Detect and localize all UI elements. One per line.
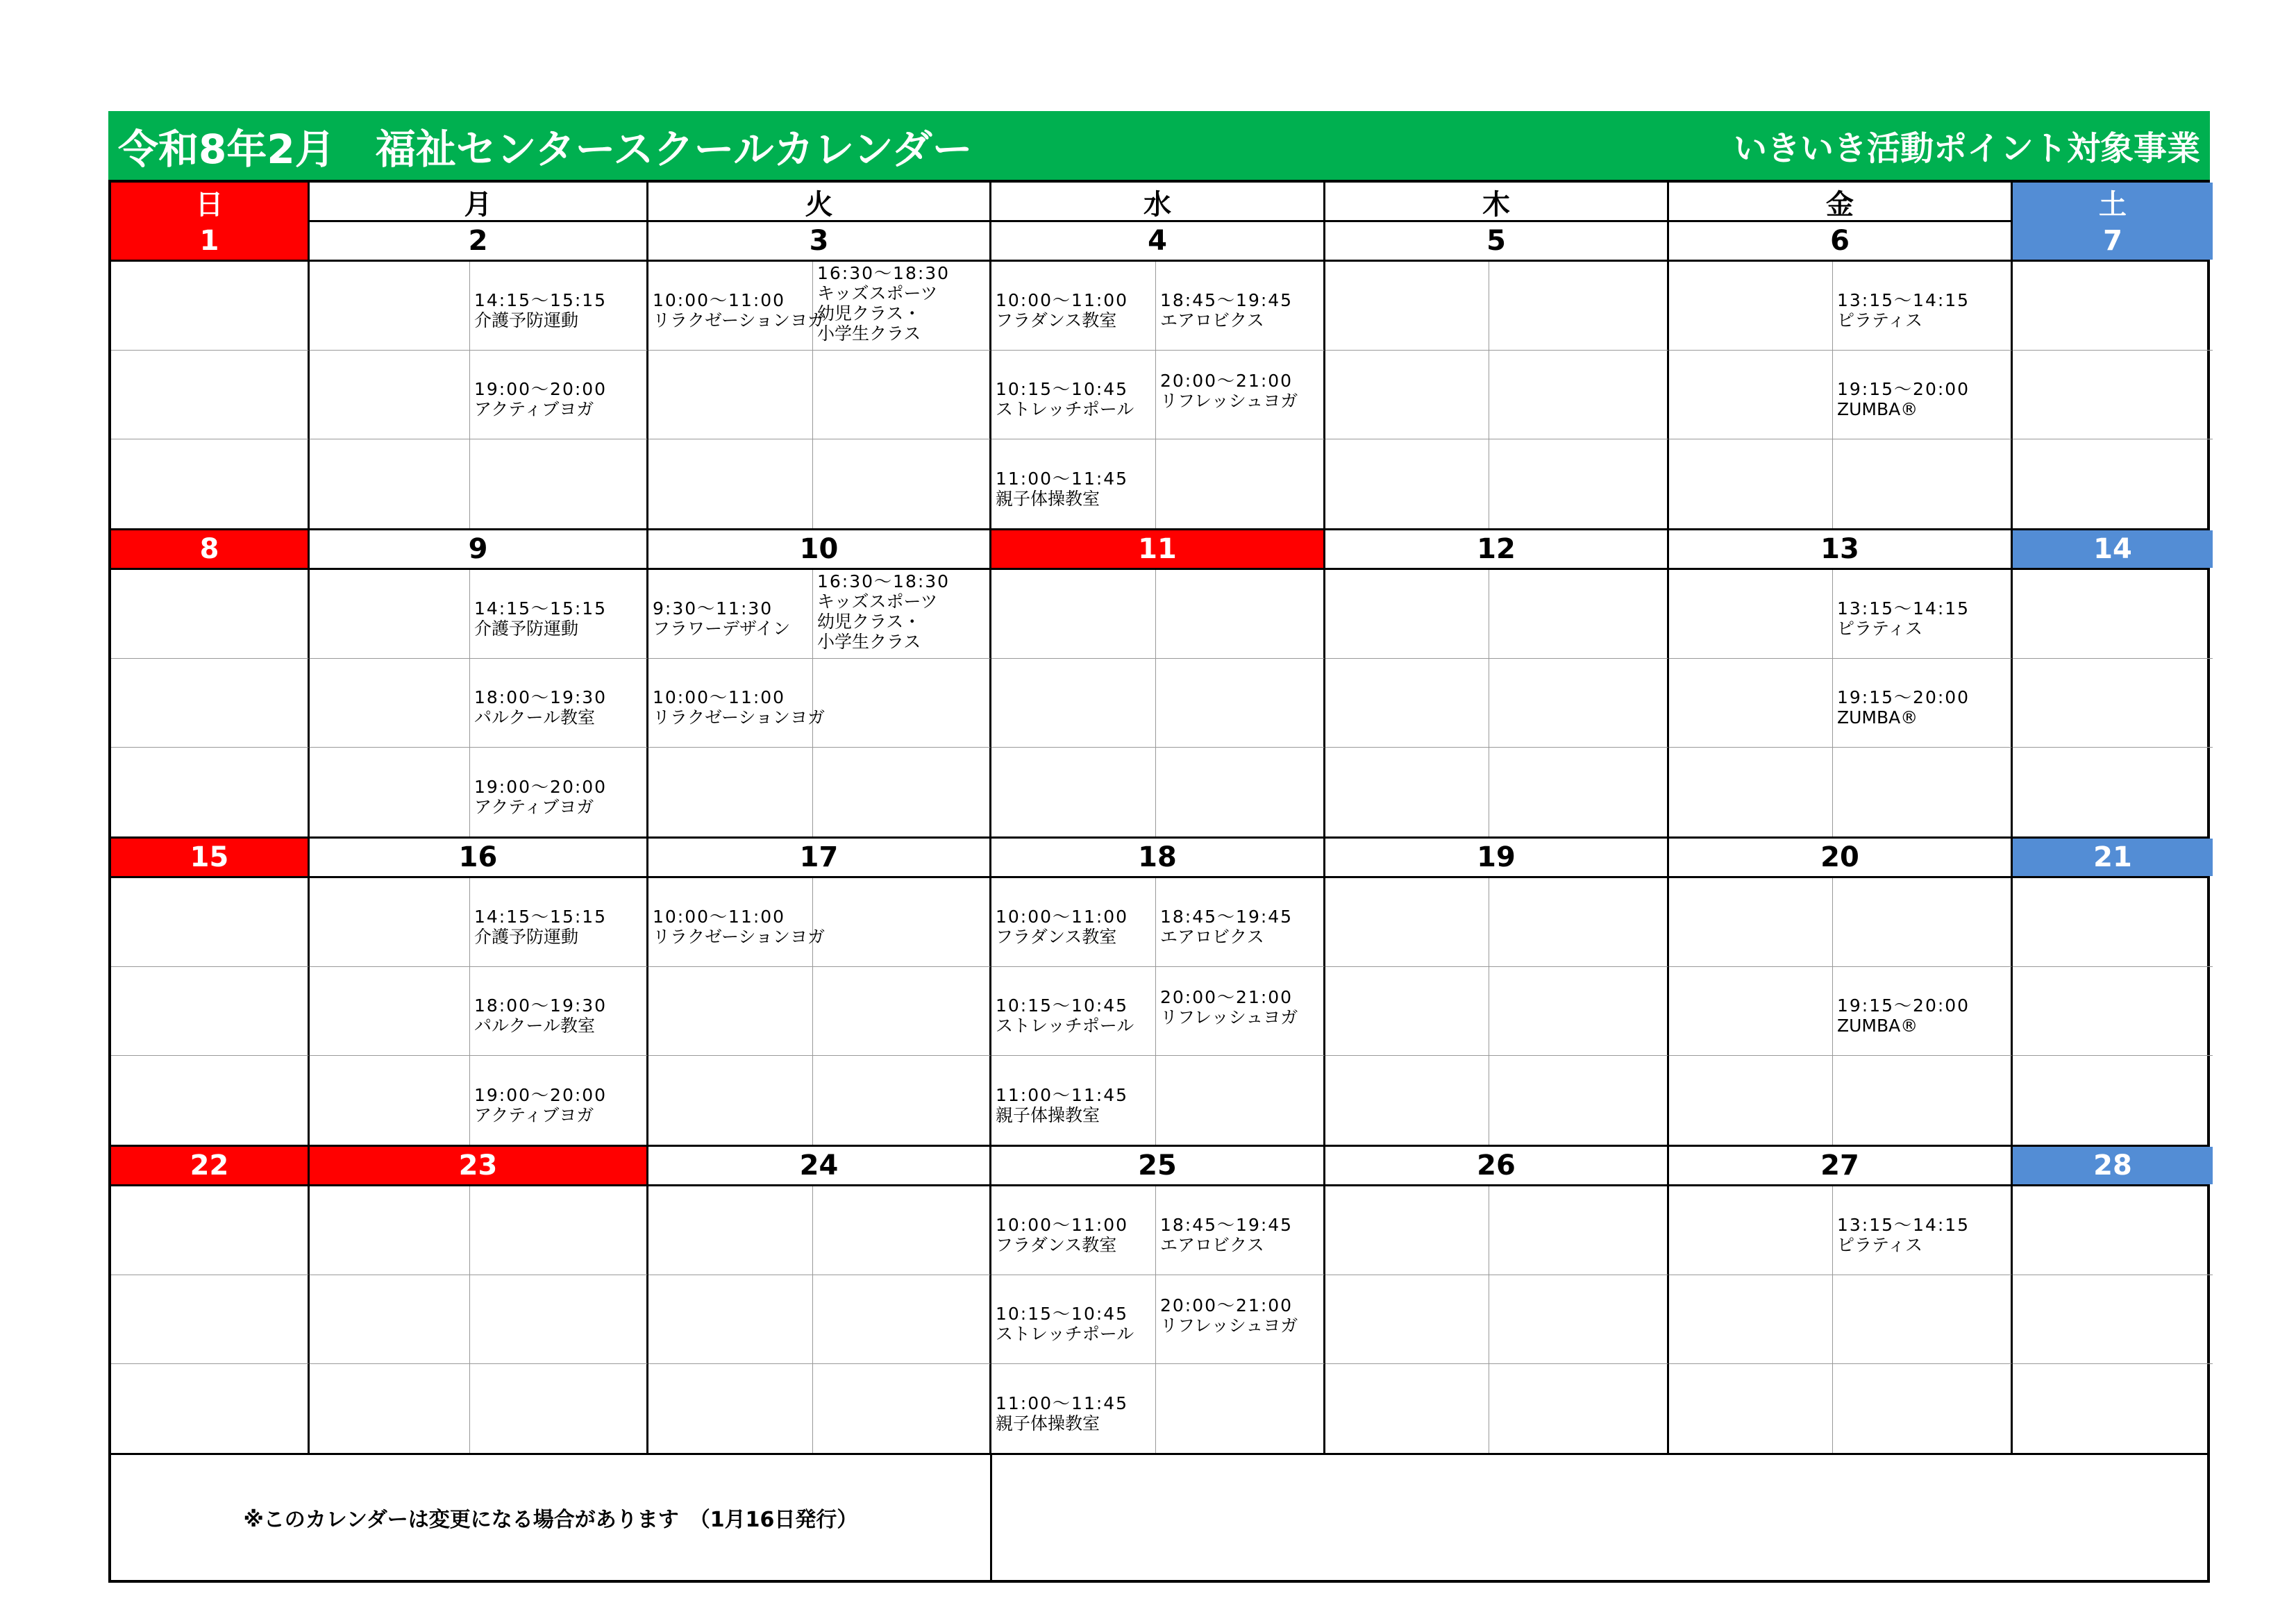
week-3-events [111, 878, 2207, 1147]
event-slot [111, 878, 310, 967]
event-slot [1669, 659, 1833, 748]
event-slot [310, 570, 470, 659]
event-slot [648, 659, 826, 748]
event-slot [991, 748, 1156, 836]
event-slot [648, 748, 813, 836]
event-slot [648, 570, 813, 659]
event-slot [470, 351, 648, 439]
event-slot [1489, 1364, 1669, 1453]
event-slot [648, 967, 813, 1056]
event-slot [1833, 659, 2013, 748]
event-slot [813, 1186, 991, 1275]
event-item: 9:30～11:30 フラワーデザイン [653, 598, 791, 639]
event-slot [1325, 351, 1489, 439]
event-slot [1489, 439, 1669, 528]
event-slot [111, 439, 310, 528]
event-slot [1833, 570, 2013, 659]
event-slot [1156, 748, 1325, 836]
event-item: 13:15～14:15 ピラティス [1837, 598, 1970, 639]
event-slot [1833, 262, 2013, 351]
date-cell: 26 [1325, 1147, 1669, 1184]
date-cell: 8 [111, 530, 310, 568]
event-slot [1325, 1364, 1489, 1453]
event-slot [2013, 351, 2213, 439]
event-slot [1833, 1186, 2013, 1275]
event-slot [2013, 748, 2213, 836]
event-slot [1669, 262, 1833, 351]
event-slot [991, 1056, 1156, 1145]
event-item: 19:00～20:00 アクティブヨガ [474, 1085, 607, 1125]
event-item: 13:15～14:15 ピラティス [1837, 1215, 1970, 1255]
event-item: 20:00～21:00 リフレッシュヨガ [1160, 371, 1298, 411]
event-slot [1669, 1275, 1833, 1364]
event-slot [470, 1186, 648, 1275]
event-slot [1325, 659, 1489, 748]
event-slot [1489, 1056, 1669, 1145]
event-slot [1156, 1186, 1325, 1275]
event-slot [1489, 351, 1669, 439]
event-slot [1669, 1364, 1833, 1453]
event-slot [111, 1364, 310, 1453]
event-slot [1489, 967, 1669, 1056]
event-slot [1325, 967, 1489, 1056]
event-slot [1833, 967, 2013, 1056]
event-item: 10:15～10:45 ストレッチポール [996, 995, 1134, 1036]
event-slot [310, 878, 470, 967]
event-slot [813, 748, 991, 836]
event-slot [1325, 439, 1489, 528]
event-slot [111, 570, 310, 659]
date-cell: 18 [991, 839, 1325, 876]
event-slot [813, 262, 991, 351]
event-slot [111, 659, 310, 748]
event-item: 16:30～18:30 キッズスポーツ 幼児クラス・ 小学生クラス [817, 571, 950, 652]
event-item: 19:15～20:00 ZUMBA® [1837, 687, 1970, 728]
event-slot [1489, 659, 1669, 748]
event-slot [470, 262, 648, 351]
event-slot [991, 570, 1156, 659]
event-slot [2013, 439, 2213, 528]
event-slot [1489, 570, 1669, 659]
calendar-frame [108, 111, 2210, 1583]
date-cell: 23 [310, 1147, 648, 1184]
date-cell: 24 [648, 1147, 991, 1184]
event-slot [111, 1275, 310, 1364]
event-slot [310, 439, 470, 528]
date-cell: 16 [310, 839, 648, 876]
event-slot [1156, 262, 1325, 351]
event-slot [648, 1364, 813, 1453]
event-item: 19:00～20:00 アクティブヨガ [474, 379, 607, 419]
event-slot [111, 1056, 310, 1145]
event-slot [2013, 262, 2213, 351]
week-2-events [111, 570, 2207, 839]
event-slot [1325, 570, 1489, 659]
event-slot [991, 967, 1156, 1056]
date-cell: 9 [310, 530, 648, 568]
event-slot [1156, 967, 1325, 1056]
date-cell: 6 [1669, 222, 2013, 260]
event-slot [991, 1275, 1156, 1364]
event-slot [1669, 570, 1833, 659]
event-slot [470, 967, 648, 1056]
event-slot [1669, 748, 1833, 836]
event-slot [470, 570, 648, 659]
week-4-dates [111, 1147, 2207, 1186]
footer [111, 1455, 2207, 1580]
event-slot [2013, 1364, 2213, 1453]
date-cell: 27 [1669, 1147, 2013, 1184]
event-slot [1489, 262, 1669, 351]
event-slot [1489, 748, 1669, 836]
date-cell: 22 [111, 1147, 310, 1184]
event-slot [470, 1364, 648, 1453]
date-cell: 4 [991, 222, 1325, 260]
event-slot [1669, 351, 1833, 439]
event-slot [991, 659, 1156, 748]
event-slot [1325, 748, 1489, 836]
event-item: 11:00～11:45 親子体操教室 [996, 1085, 1129, 1125]
event-slot [1833, 1364, 2013, 1453]
event-slot [2013, 1275, 2213, 1364]
week-1-events [111, 262, 2207, 530]
event-slot [648, 878, 826, 967]
event-slot [111, 262, 310, 351]
date-cell: 11 [991, 530, 1325, 568]
weekday-wed: 水 [991, 183, 1325, 222]
event-item: 14:15～15:15 介護予防運動 [474, 907, 607, 947]
event-slot [1669, 1186, 1833, 1275]
event-item: 11:00～11:45 親子体操教室 [996, 1393, 1129, 1433]
weekday-tue: 火 [648, 183, 991, 222]
event-slot [648, 262, 826, 351]
event-item: 18:45～19:45 エアロビクス [1160, 290, 1293, 330]
event-slot [1833, 351, 2013, 439]
date-cell: 17 [648, 839, 991, 876]
weekday-header-row [111, 183, 2207, 222]
event-slot [310, 351, 470, 439]
date-cell: 5 [1325, 222, 1669, 260]
date-cell: 2 [310, 222, 648, 260]
event-slot [111, 748, 310, 836]
event-slot [648, 1186, 813, 1275]
event-slot [813, 439, 991, 528]
event-item: 10:00～11:00 フラダンス教室 [996, 1215, 1129, 1255]
event-slot [648, 439, 813, 528]
event-slot [1669, 1056, 1833, 1145]
event-slot [648, 351, 813, 439]
event-slot [470, 439, 648, 528]
event-item: 10:00～11:00 フラダンス教室 [996, 907, 1129, 947]
date-cell: 14 [2013, 530, 2213, 568]
event-slot [470, 748, 648, 836]
title-bar [108, 111, 2210, 180]
event-item: 20:00～21:00 リフレッシュヨガ [1160, 987, 1298, 1027]
event-slot [991, 351, 1156, 439]
event-slot [1833, 878, 2013, 967]
event-slot [310, 1275, 470, 1364]
event-slot [111, 351, 310, 439]
event-item: 10:15～10:45 ストレッチポール [996, 379, 1134, 419]
event-slot [2013, 967, 2213, 1056]
event-slot [1489, 1275, 1669, 1364]
event-slot [111, 967, 310, 1056]
event-slot [2013, 570, 2213, 659]
footer-note: ※このカレンダーは変更になる場合があります （1月16日発行） [111, 1455, 992, 1580]
event-slot [1669, 878, 1833, 967]
event-slot [1669, 967, 1833, 1056]
event-item: 10:00～11:00 リラクゼーションヨガ [653, 907, 826, 947]
event-slot [813, 967, 991, 1056]
event-item: 10:00～11:00 リラクゼーションヨガ [653, 290, 826, 330]
event-slot [1156, 1275, 1325, 1364]
event-item: 10:00～11:00 フラダンス教室 [996, 290, 1129, 330]
date-cell: 1 [111, 222, 310, 260]
event-item: 18:00～19:30 パルクール教室 [474, 995, 607, 1036]
event-slot [470, 878, 648, 967]
event-slot [1156, 1364, 1325, 1453]
event-slot [2013, 1056, 2213, 1145]
event-item: 10:00～11:00 リラクゼーションヨガ [653, 687, 826, 728]
event-item: 18:00～19:30 パルクール教室 [474, 687, 607, 728]
event-item: 18:45～19:45 エアロビクス [1160, 907, 1293, 947]
event-item: 13:15～14:15 ピラティス [1837, 290, 1970, 330]
weekday-fri: 金 [1669, 183, 2013, 222]
event-slot [1325, 262, 1489, 351]
event-slot [1156, 570, 1325, 659]
event-slot [1489, 1186, 1669, 1275]
event-slot [1325, 878, 1489, 967]
event-slot [2013, 1186, 2213, 1275]
date-cell: 21 [2013, 839, 2213, 876]
event-slot [2013, 878, 2213, 967]
event-slot [1669, 439, 1833, 528]
event-slot [1156, 878, 1325, 967]
event-slot [310, 967, 470, 1056]
event-slot [813, 878, 991, 967]
event-slot [1833, 1275, 2013, 1364]
event-slot [310, 748, 470, 836]
event-slot [111, 1186, 310, 1275]
weekday-mon: 月 [310, 183, 648, 222]
event-item: 14:15～15:15 介護予防運動 [474, 598, 607, 639]
page-title: 令和8年2月 福祉センタースクールカレンダー [118, 125, 973, 173]
date-cell: 19 [1325, 839, 1669, 876]
date-cell: 25 [991, 1147, 1325, 1184]
event-item: 14:15～15:15 介護予防運動 [474, 290, 607, 330]
week-2-dates [111, 530, 2207, 570]
date-cell: 20 [1669, 839, 2013, 876]
event-slot [1156, 659, 1325, 748]
event-slot [813, 1056, 991, 1145]
event-slot [310, 1056, 470, 1145]
event-slot [310, 1364, 470, 1453]
event-slot [648, 1056, 813, 1145]
date-cell: 7 [2013, 222, 2213, 260]
weekday-sat: 土 [2013, 183, 2213, 222]
event-slot [470, 1275, 648, 1364]
event-slot [1833, 748, 2013, 836]
event-slot [1156, 439, 1325, 528]
event-slot [2013, 659, 2213, 748]
event-item: 20:00～21:00 リフレッシュヨガ [1160, 1295, 1298, 1336]
event-slot [1156, 1056, 1325, 1145]
event-slot [310, 1186, 470, 1275]
event-slot [1156, 351, 1325, 439]
event-slot [991, 1364, 1156, 1453]
event-item: 16:30～18:30 キッズスポーツ 幼児クラス・ 小学生クラス [817, 263, 950, 344]
date-cell: 13 [1669, 530, 2013, 568]
event-slot [813, 351, 991, 439]
event-slot [1325, 1056, 1489, 1145]
event-item: 18:45～19:45 エアロビクス [1160, 1215, 1293, 1255]
event-item: 11:00～11:45 親子体操教室 [996, 469, 1129, 509]
date-cell: 15 [111, 839, 310, 876]
event-item: 19:00～20:00 アクティブヨガ [474, 777, 607, 817]
weekday-thu: 木 [1325, 183, 1669, 222]
event-slot [470, 1056, 648, 1145]
event-slot [1833, 439, 2013, 528]
week-4-events [111, 1186, 2207, 1455]
event-slot [813, 1275, 991, 1364]
calendar-grid [108, 180, 2210, 1583]
week-3-dates [111, 839, 2207, 878]
date-cell: 10 [648, 530, 991, 568]
week-1-dates [111, 222, 2207, 262]
event-slot [991, 878, 1156, 967]
date-cell: 28 [2013, 1147, 2213, 1184]
event-slot [310, 659, 470, 748]
weekday-sun: 日 [111, 183, 310, 222]
event-slot [470, 659, 648, 748]
event-slot [1489, 878, 1669, 967]
page-subtitle: いきいき活動ポイント対象事業 [1733, 129, 2200, 168]
event-item: 19:15～20:00 ZUMBA® [1837, 379, 1970, 419]
date-cell: 12 [1325, 530, 1669, 568]
footer-blank [992, 1455, 2207, 1580]
event-item: 19:15～20:00 ZUMBA® [1837, 995, 1970, 1036]
event-slot [991, 1186, 1156, 1275]
date-cell: 3 [648, 222, 991, 260]
event-slot [310, 262, 470, 351]
event-slot [991, 439, 1156, 528]
event-slot [991, 262, 1156, 351]
event-slot [1833, 1056, 2013, 1145]
event-slot [813, 1364, 991, 1453]
event-slot [1325, 1186, 1489, 1275]
event-slot [648, 1275, 813, 1364]
event-item: 10:15～10:45 ストレッチポール [996, 1304, 1134, 1344]
event-slot [813, 570, 991, 659]
event-slot [813, 659, 991, 748]
event-slot [1325, 1275, 1489, 1364]
